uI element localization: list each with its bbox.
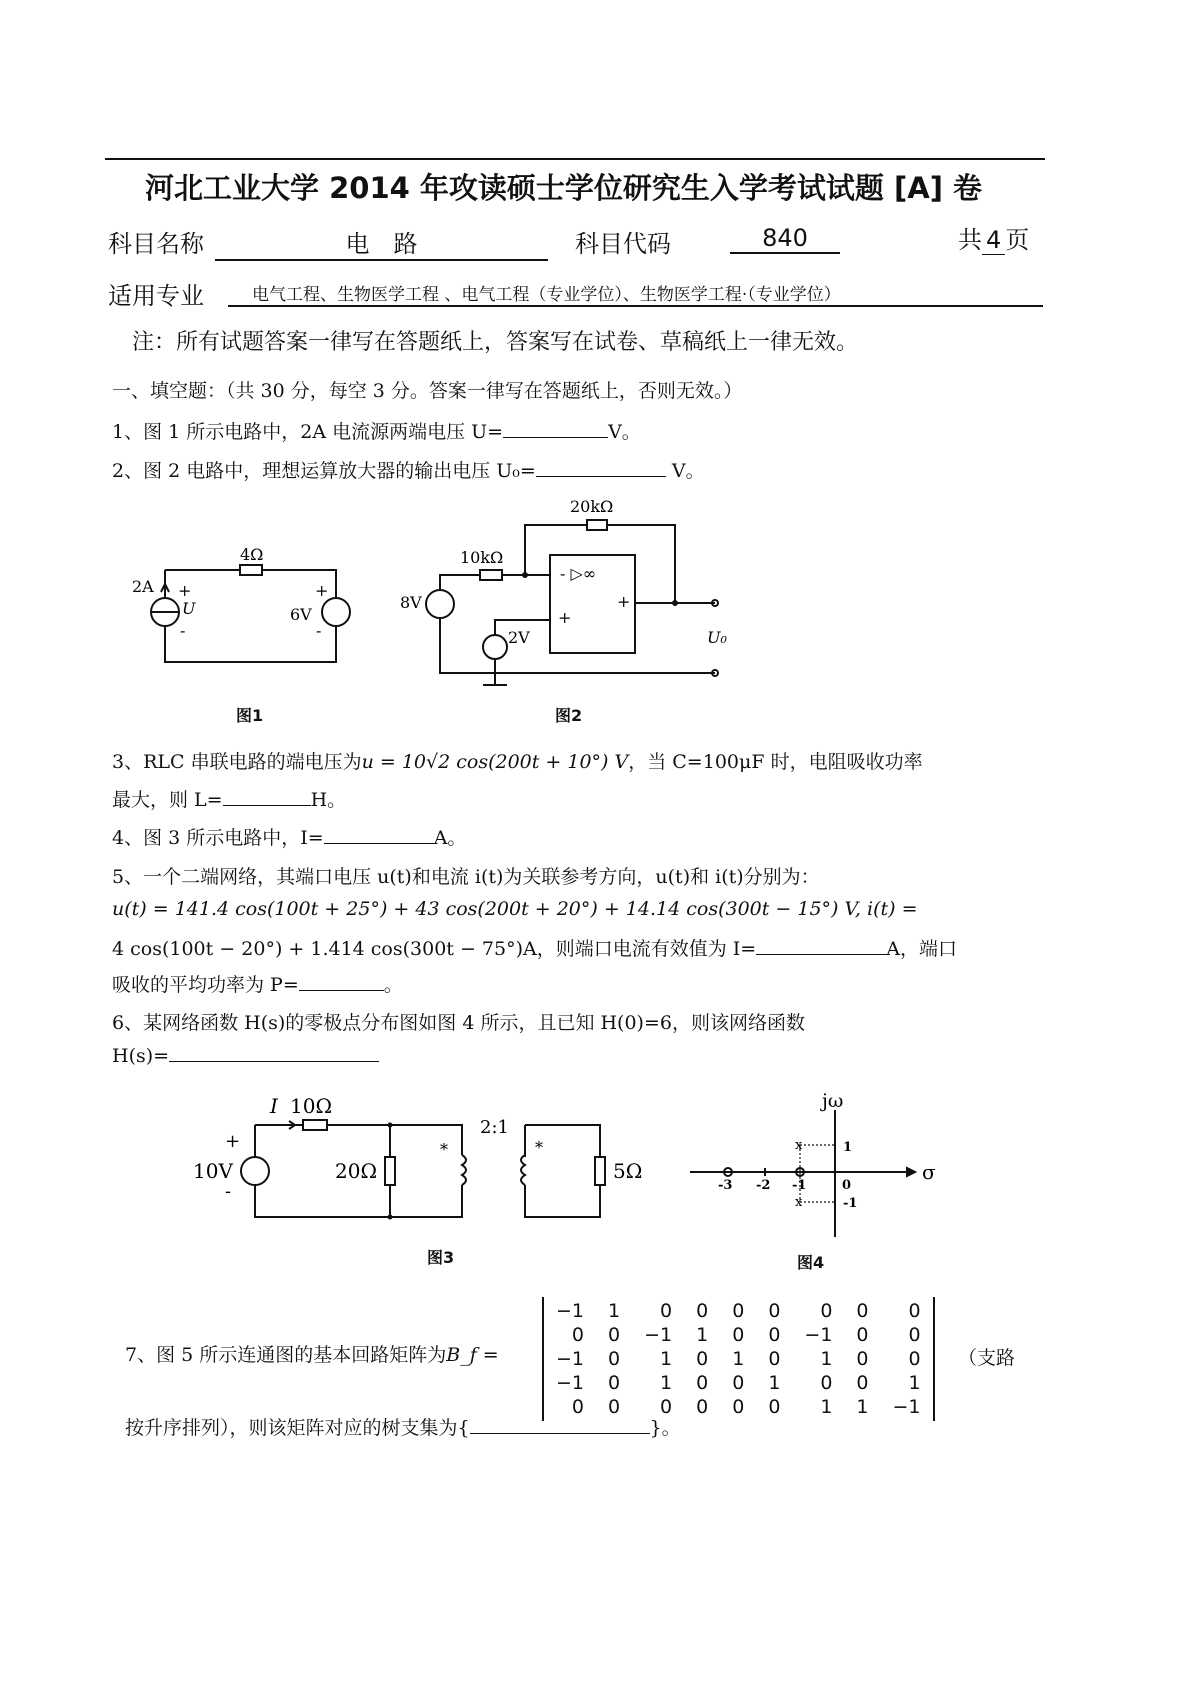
- q3-text2: 最大，则 L=: [112, 789, 223, 811]
- matrix-cell: 0: [608, 1324, 621, 1346]
- matrix-cell: 0: [856, 1324, 869, 1346]
- plus-sign: +: [315, 581, 329, 600]
- matrix-cell: 0: [660, 1300, 673, 1322]
- matrix-cell: 1: [660, 1372, 673, 1394]
- question-5-line4: [112, 970, 403, 997]
- major-label: 适用专业: [108, 282, 204, 310]
- fig1-caption: 图1: [236, 706, 264, 725]
- matrix-cell: 0: [608, 1348, 621, 1370]
- matrix-cell: 0: [820, 1300, 833, 1322]
- bf-symbol: B_f =: [446, 1344, 499, 1366]
- matrix-cell: −1: [556, 1300, 585, 1322]
- question-2: [112, 456, 705, 483]
- subject-code-label: 科目代码: [575, 230, 671, 258]
- fig3-r1-label: 10Ω: [290, 1094, 333, 1118]
- question-6-line2: [112, 1043, 379, 1067]
- matrix-cell: 0: [696, 1396, 709, 1418]
- matrix-cell: 0: [732, 1324, 745, 1346]
- exam-note: 注：所有试题答案一律写在答题纸上，答案写在试卷、草稿纸上一律无效。: [132, 330, 859, 355]
- q4-text: 4、图 3 所示电路中，I=: [112, 827, 324, 849]
- q4-unit: A。: [433, 827, 467, 849]
- opamp-symbol: - ▷∞: [560, 564, 597, 583]
- minus-sign: -: [225, 1181, 232, 1202]
- question-3-line1: [112, 747, 923, 774]
- matrix-cell: 0: [908, 1324, 921, 1346]
- matrix-cell: 0: [571, 1396, 585, 1418]
- figure-1-circuit: [132, 540, 360, 670]
- fig4-caption: 图4: [797, 1253, 825, 1272]
- matrix-cell: 0: [608, 1396, 621, 1418]
- section-heading: 一、填空题：（共 30 分，每空 3 分。答案一律写在答题纸上，否则无效。）: [112, 380, 743, 402]
- question-5-line1: 5、一个二端网络，其端口电压 u(t)和电流 i(t)为关联参考方向，u(t)和 i(t)分别为：: [112, 866, 820, 888]
- question-5-line2: u(t) = 141.4 cos(100t + 25°) + 43 cos(200t + 20°) + 14.14 cos(300t − 15°) V, i(t) =: [112, 898, 918, 920]
- sigma-axis-label: σ: [922, 1160, 936, 1184]
- plus-sign: +: [178, 581, 192, 600]
- exam-title: 河北工业大学 2014 年攻读硕士学位研究生入学考试试题 [A] 卷: [145, 171, 983, 205]
- fig2-r1-label: 10kΩ: [460, 548, 504, 567]
- matrix-cell: 0: [768, 1300, 781, 1322]
- fig3-vs-label: 10V: [193, 1159, 233, 1183]
- matrix-cell: 0: [768, 1324, 781, 1346]
- answer-blank: [299, 972, 384, 991]
- fig3-current-label: I: [270, 1094, 278, 1118]
- matrix-cell: 0: [608, 1372, 621, 1394]
- fig3-r3-label: 5Ω: [613, 1159, 643, 1183]
- minus-sign: -: [180, 621, 186, 640]
- tick-label: -1: [792, 1178, 807, 1193]
- matrix-cell: −1: [556, 1348, 585, 1370]
- matrix-cell: −1: [804, 1324, 833, 1346]
- matrix-cell: 0: [768, 1396, 781, 1418]
- matrix-cell: 0: [696, 1348, 709, 1370]
- matrix-cell: 0: [908, 1348, 921, 1370]
- question-3-line2: [112, 785, 346, 812]
- minus-sign: -: [316, 621, 322, 640]
- q7-end: }。: [649, 1417, 681, 1439]
- matrix-cell: −1: [892, 1396, 921, 1418]
- matrix-cell: 1: [820, 1348, 833, 1370]
- question-4: [112, 823, 466, 850]
- fig2-vref-label: 2V: [508, 628, 530, 647]
- plus-sign: +: [558, 608, 572, 627]
- q3-text-cont: ，当 C=100μF 时，电阻吸收功率: [628, 751, 923, 773]
- majors: 电气工程、生物医学工程 、电气工程（专业学位）、生物医学工程·（专业学位）: [228, 280, 1043, 307]
- answer-blank: [223, 787, 311, 806]
- matrix-cell: 0: [732, 1372, 745, 1394]
- matrix-cell: 0: [856, 1300, 869, 1322]
- subject-code: 840: [730, 224, 840, 254]
- matrix-cell: −1: [644, 1324, 673, 1346]
- q5-unit: A，端口: [886, 938, 957, 960]
- matrix-cell: 1: [768, 1372, 781, 1394]
- q2-text: 2、图 2 电路中，理想运算放大器的输出电压 U₀=: [112, 460, 536, 482]
- pages-count: 4: [982, 226, 1005, 255]
- plus-sign: +: [225, 1131, 241, 1152]
- question-6-line1: 6、某网络函数 H(s)的零极点分布图如图 4 所示，且已知 H(0)=6，则该网络函数: [112, 1012, 805, 1034]
- question-1: [112, 417, 641, 444]
- tick-label: 1: [843, 1140, 853, 1155]
- question-5-line3: [112, 934, 957, 961]
- fig2-rf-label: 20kΩ: [570, 497, 614, 516]
- matrix-cell: 1: [660, 1348, 673, 1370]
- matrix-cell: 1: [856, 1396, 869, 1418]
- q3-formula: u = 10√2 cos(200t + 10°) V: [361, 751, 629, 773]
- matrix-row: [544, 1347, 933, 1371]
- q5-text: 4 cos(100t − 20°) + 1.414 cos(300t − 75°)A，则端口电流有效值为 I=: [112, 938, 757, 960]
- fig2-output-label: U₀: [707, 628, 727, 647]
- answer-blank: [756, 936, 886, 955]
- pages-prefix: 共: [958, 226, 982, 254]
- matrix-row: [544, 1299, 933, 1323]
- q5-end: 。: [383, 974, 403, 996]
- matrix-cell: 0: [856, 1372, 869, 1394]
- answer-blank: [503, 419, 608, 438]
- question-7-line2: [125, 1413, 681, 1440]
- figure-3-circuit: [185, 1085, 655, 1230]
- answer-blank: [536, 458, 666, 477]
- q6-text: H(s)=: [112, 1045, 170, 1067]
- q1-unit: V。: [608, 421, 641, 443]
- matrix-cell: 0: [820, 1372, 833, 1394]
- fig2-vin-label: 8V: [400, 593, 422, 612]
- plus-sign: +: [617, 592, 631, 611]
- matrix-row: [544, 1371, 933, 1395]
- answer-blank: [324, 825, 434, 844]
- matrix-cell: 0: [856, 1348, 869, 1370]
- answer-blank: [470, 1415, 650, 1434]
- pole-marker: x: [795, 1138, 803, 1153]
- matrix-cell: 1: [908, 1372, 921, 1394]
- page-count: [958, 220, 1029, 255]
- fig3-ratio-label: 2:1: [480, 1117, 509, 1138]
- matrix-cell: 0: [732, 1396, 745, 1418]
- q2-unit: V。: [671, 460, 705, 482]
- matrix-cell: 1: [608, 1300, 621, 1322]
- q3-text: 3、RLC 串联电路的端电压为: [112, 751, 362, 773]
- fig3-caption: 图3: [427, 1248, 455, 1267]
- matrix-cell: 0: [660, 1396, 673, 1418]
- q1-text: 1、图 1 所示电路中，2A 电流源两端电压 U=: [112, 421, 504, 443]
- pole-marker: x: [795, 1195, 803, 1210]
- pages-suffix: 页: [1005, 226, 1030, 254]
- matrix-row: [544, 1323, 933, 1347]
- subject-name-label: 科目名称: [108, 230, 204, 258]
- answer-blank: [169, 1043, 379, 1062]
- q7-text2: 按升序排列），则该矩阵对应的树支集为{: [125, 1417, 470, 1439]
- jw-axis-label: jω: [822, 1090, 844, 1112]
- q5-text4: 吸收的平均功率为 P=: [112, 974, 299, 996]
- matrix-cell: 0: [696, 1300, 709, 1322]
- loop-matrix: [542, 1297, 935, 1421]
- tick-label: 0: [842, 1178, 852, 1193]
- tick-label: -1: [843, 1196, 858, 1211]
- question-7-line1: [125, 1340, 499, 1367]
- q7-text: 7、图 5 所示连通图的基本回路矩阵为: [125, 1344, 447, 1366]
- matrix-cell: 0: [908, 1300, 921, 1322]
- matrix-cell: 1: [696, 1324, 709, 1346]
- top-rule: [105, 158, 1045, 160]
- matrix-cell: 1: [732, 1348, 745, 1370]
- q7-text-cont: （支路: [958, 1347, 1016, 1369]
- q3-unit: H。: [310, 789, 347, 811]
- tick-label: -3: [718, 1178, 733, 1193]
- matrix-cell: 0: [732, 1300, 745, 1322]
- matrix-cell: 0: [696, 1372, 709, 1394]
- figure-2-circuit: [395, 495, 745, 695]
- fig3-r2-label: 20Ω: [335, 1159, 378, 1183]
- matrix-cell: 0: [768, 1348, 781, 1370]
- dot-marker: *: [535, 1138, 543, 1157]
- dot-marker: *: [440, 1140, 448, 1159]
- fig2-caption: 图2: [555, 706, 583, 725]
- tick-label: -2: [756, 1178, 771, 1193]
- fig1-voltage-label: U: [182, 599, 196, 618]
- matrix-cell: −1: [556, 1372, 585, 1394]
- fig1-source-label: 2A: [132, 577, 154, 596]
- figure-4-pole-zero-plot: [690, 1085, 950, 1245]
- fig1-resistor-label: 4Ω: [240, 545, 264, 564]
- fig1-vs-label: 6V: [290, 605, 312, 624]
- matrix-cell: 0: [571, 1324, 585, 1346]
- subject-name: 电 路: [215, 224, 548, 261]
- matrix-cell: 1: [820, 1396, 833, 1418]
